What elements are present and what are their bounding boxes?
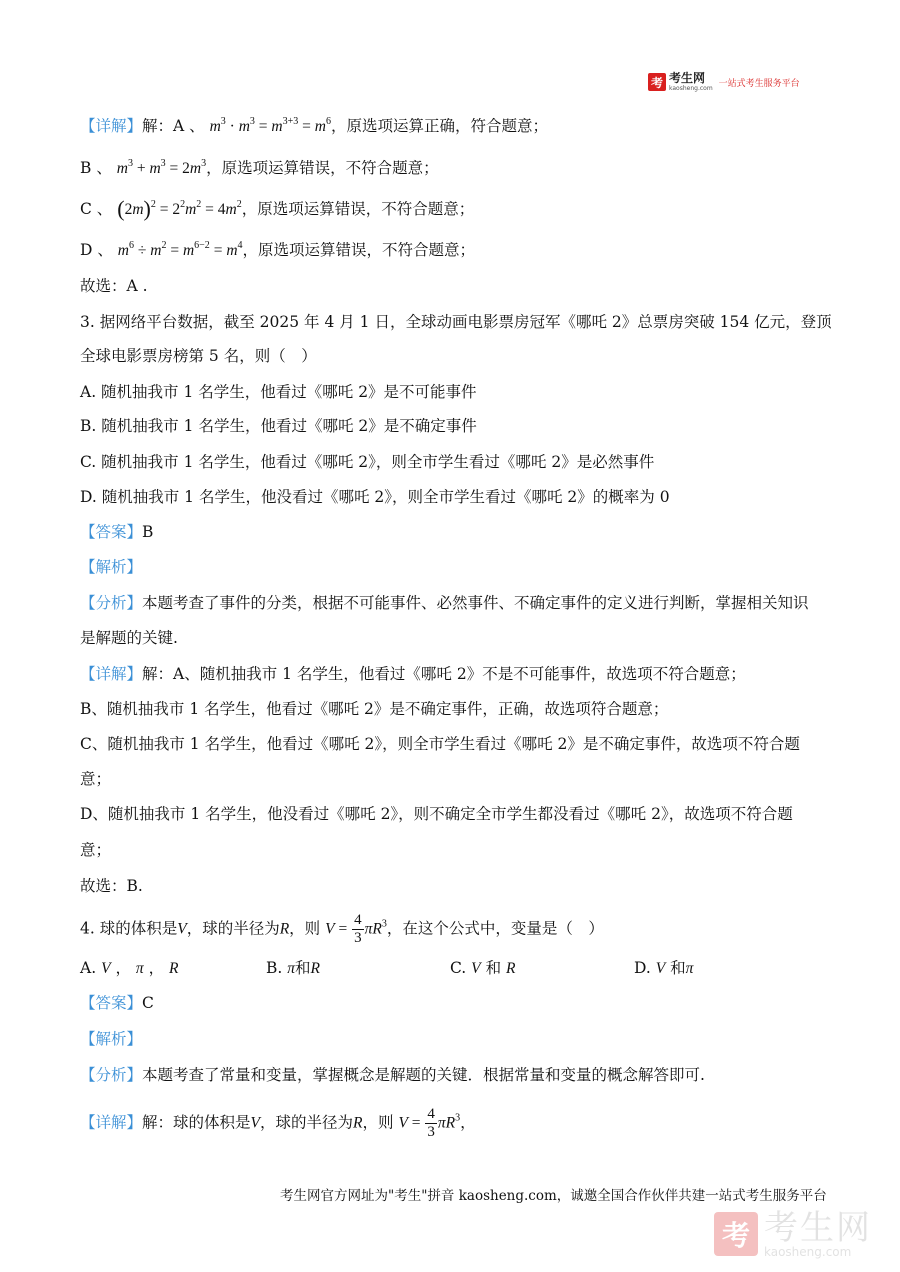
q4-option-d: D. V 和π	[634, 959, 694, 977]
q3-choice: 故选：B.	[80, 877, 143, 895]
q3-stem-1: 3. 据网络平台数据，截至 2025 年 4 月 1 日，全球动画电影票房冠军《哪吒 2》总票房突破 154 亿元，登顶	[80, 313, 832, 331]
q2-choice: 故选：A .	[80, 277, 148, 295]
q2-detail-a: 【详解】解：A 、 $m^3 \cdot m^3 = m^{3+3} = m^6$，原选项运算正确，符合题意；	[80, 116, 548, 135]
q3-option-a: A. 随机抽我市 1 名学生，他看过《哪吒 2》是不可能事件	[80, 383, 477, 401]
q3-stem-2: 全球电影票房榜第 5 名，则（ ）	[80, 347, 317, 365]
q4-option-a: A. V ， π ， R	[80, 959, 179, 977]
q4-detail: 【详解】解：球的体积是V，球的半径为R，则 V = $\frac{4}{3}$ $\pi R^3$，	[80, 1106, 476, 1140]
q3-detail-d1: D、随机抽我市 1 名学生，他没看过《哪吒 2》，则不确定全市学生都没看过《哪吒 2》，故选项不符合题	[80, 805, 793, 823]
watermark-name: 考生网	[764, 1208, 872, 1248]
detail-tag: 【详解】	[80, 117, 143, 135]
q3-answer	[80, 522, 153, 542]
watermark-logo	[714, 1210, 872, 1258]
q2-detail-c: C 、 $(2m)^2 = 2^2m^2 = 4m^2$，原选项运算错误，不符合题意；	[80, 196, 475, 221]
logo-text	[669, 72, 713, 92]
footer-text: 考生网官方网址为"考生"拼音 kaosheng.com，诚邀全国合作伙伴共建一站式考生服务平台	[280, 1188, 827, 1204]
logo-slogan: 一站式考生服务平台	[718, 78, 800, 89]
q2-detail-d: D 、 $m^6 \div m^2 = m^{6-2} = m^4$，原选项运算错误，不符合题意；	[80, 240, 476, 259]
logo-url: kaosheng.com	[669, 85, 713, 92]
q3-detail-a: 【详解】解：A、随机抽我市 1 名学生，他看过《哪吒 2》不是不可能事件，故选项不符合题意；	[80, 665, 746, 683]
q4-option-c: C. V 和 R	[450, 959, 516, 977]
logo-name: 考生网	[669, 71, 706, 85]
q4-answer: 【答案】C	[80, 994, 154, 1012]
q4-analysis: 【分析】本题考查了常量和变量，掌握概念是解题的关键．根据常量和变量的概念解答即可.	[80, 1066, 705, 1084]
q4-stem: 4. 球的体积是V，球的半径为R，则 V = $\frac{4}{3}$ $\pi R^3$，在这个公式中，变量是（ ）	[80, 912, 604, 946]
header-logo	[648, 72, 800, 92]
q3-option-b: B. 随机抽我市 1 名学生，他看过《哪吒 2》是不确定事件	[80, 417, 477, 435]
q4-options	[80, 958, 820, 980]
answer-value: C	[142, 994, 154, 1012]
q3-detail-c2: 意；	[80, 770, 112, 788]
q4-option-b: B. π和R	[266, 959, 321, 977]
answer-value: B	[142, 523, 154, 541]
q3-option-c: C. 随机抽我市 1 名学生，他看过《哪吒 2》，则全市学生看过《哪吒 2》是必然事件	[80, 453, 655, 471]
answer-tag: 【答案】	[80, 523, 143, 541]
q3-analysis-2: 是解题的关键.	[80, 629, 178, 647]
q3-option-d: D. 随机抽我市 1 名学生，他没看过《哪吒 2》，则全市学生看过《哪吒 2》的概率为 0	[80, 488, 670, 506]
q3-analysis-1: 【分析】本题考查了事件的分类，根据不可能事件、必然事件、不确定事件的定义进行判断，掌握相关知识	[80, 594, 809, 612]
fraction-4-3: $\frac{4}{3}$	[354, 912, 362, 946]
fraction-4-3: $\frac{4}{3}$	[427, 1106, 435, 1140]
logo-mark-icon: 考	[648, 73, 666, 91]
q3-detail-d2: 意；	[80, 841, 112, 859]
watermark-mark-icon: 考	[714, 1212, 758, 1256]
q3-analysis-tag: 【解析】	[80, 558, 143, 576]
q4-analysis-tag: 【解析】	[80, 1030, 143, 1048]
watermark-url: kaosheng.com	[764, 1245, 852, 1259]
q3-detail-b: B、随机抽我市 1 名学生，他看过《哪吒 2》是不确定事件，正确，故选项符合题意；	[80, 700, 669, 718]
q3-detail-c1: C、随机抽我市 1 名学生，他看过《哪吒 2》，则全市学生看过《哪吒 2》是不确定事件，故选项不符合题	[80, 735, 800, 753]
q2-detail-b: B 、 $m^3 + m^3 = 2m^3$，原选项运算错误，不符合题意；	[80, 158, 439, 177]
